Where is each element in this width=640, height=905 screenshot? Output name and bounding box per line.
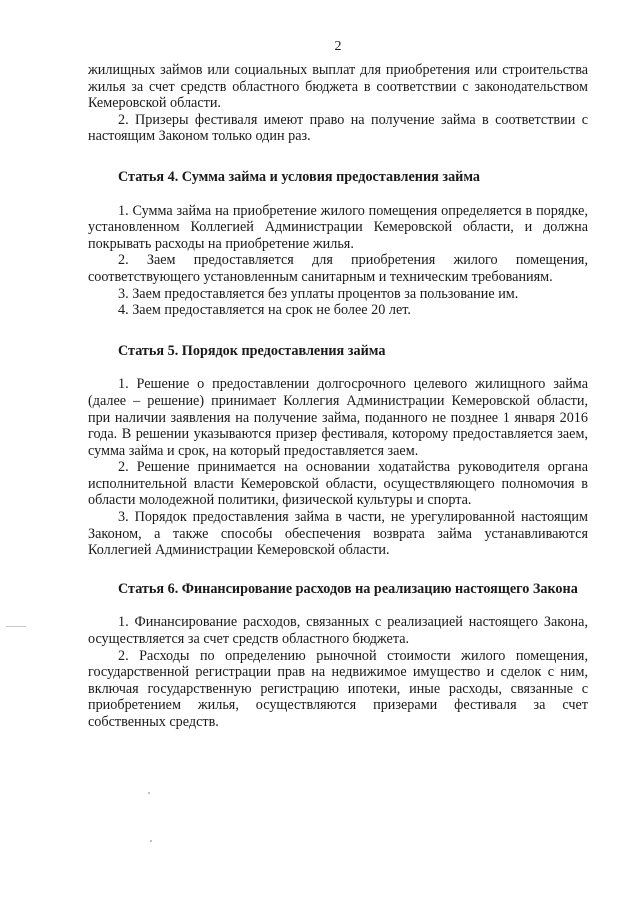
intro-paragraph-2: 2. Призеры фестиваля имеют право на получение займа в соответствии с настоящим Законом только один раз. bbox=[88, 111, 588, 145]
article-4-paragraph-4: 4. Заем предоставляется на срок не более 20 лет. bbox=[118, 302, 411, 319]
page-number: 2 bbox=[334, 39, 342, 54]
article-5-paragraph-3: 3. Порядок предоставления займа в части, не урегулированной настоящим Законом, а также способы обеспечения возврата займа устанавливаются Коллегией Администрации Кемеровской области. bbox=[88, 509, 588, 559]
scan-speck bbox=[150, 840, 152, 842]
article-6-title: Статья 6. Финансирование расходов на реализацию настоящего Закона bbox=[118, 580, 578, 597]
article-5-paragraph-1: 1. Решение о предоставлении долгосрочного целевого жилищного займа (далее – решение) принимает Коллегия Администрации Кемеровской области, при наличии заявления на получение займа, поданного не позднее 1 января 2016 года. В решении указываются призер фестиваля, которому предоставляется заем, сумма займа и срок, на который предоставляется заем. bbox=[88, 376, 588, 459]
article-5-paragraph-2: 2. Решение принимается на основании ходатайства руководителя органа исполнительной власти Кемеровской области, осуществляющего полномочия в области молодежной политики, физической культуры и спорта. bbox=[88, 459, 588, 509]
article-4-paragraph-2: 2. Заем предоставляется для приобретения жилого помещения, соответствующего установленным санитарным и техническим требованиям. bbox=[88, 252, 588, 285]
article-4-title: Статья 4. Сумма займа и условия предоставления займа bbox=[118, 168, 481, 185]
article-4-paragraph-3: 3. Заем предоставляется без уплаты процентов за пользование им. bbox=[118, 285, 519, 302]
article-6-paragraph-1: 1. Финансирование расходов, связанных с реализацией настоящего Закона, осуществляется за счет средств областного бюджета. bbox=[88, 614, 588, 648]
article-6-paragraph-2: 2. Расходы по определению рыночной стоимости жилого помещения, государственной регистрации прав на недвижимое имущество и сделок с ним, включая государственную регистрацию ипотеки, иные расходы, связанные с приобретением жилья, осуществляются призерами фестиваля за счет собственных средств. bbox=[88, 647, 588, 730]
article-5-title: Статья 5. Порядок предоставления займа bbox=[118, 342, 386, 359]
scan-speck bbox=[148, 792, 150, 794]
article-4-paragraph-1: 1. Сумма займа на приобретение жилого помещения определяется в порядке, установленном Коллегией Администрации Кемеровской области, и должна покрывать расходы на приобретение жилья. bbox=[88, 202, 588, 252]
intro-paragraph-1: жилищных займов или социальных выплат для приобретения или строительства жилья за счет средств областного бюджета в соответствии с законодательством Кемеровской области. bbox=[88, 62, 588, 112]
margin-scan-mark bbox=[6, 626, 26, 627]
